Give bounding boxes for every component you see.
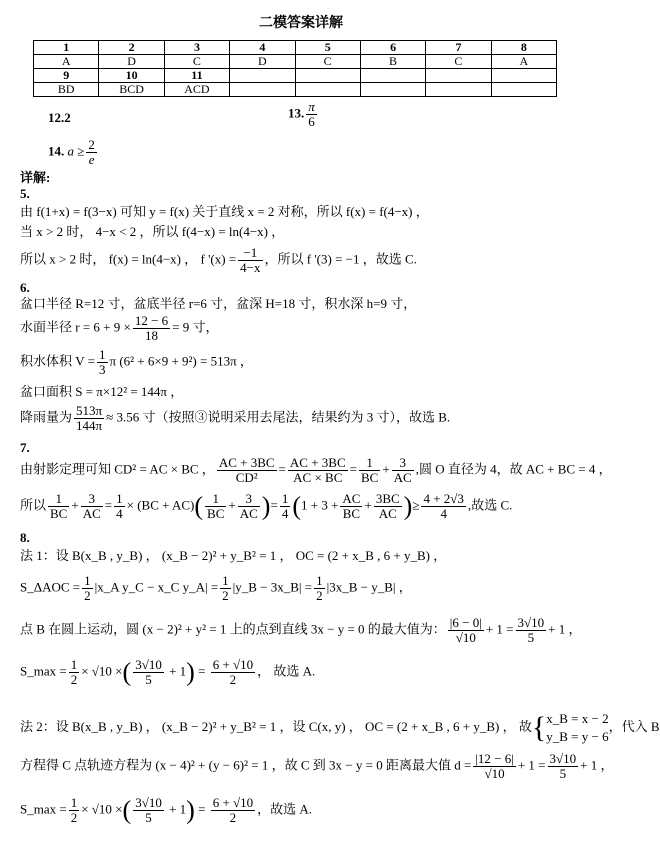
answer-14-label: 14. bbox=[48, 143, 65, 159]
text: π (6² + 6×9 + 9²) = 513π ， bbox=[109, 353, 253, 369]
denominator: 4−x bbox=[240, 260, 261, 275]
numerator: −1 bbox=[238, 246, 262, 261]
fraction bbox=[340, 492, 362, 521]
fraction bbox=[220, 574, 231, 603]
denominator: 4 bbox=[116, 506, 123, 521]
q6-line2 bbox=[20, 314, 219, 343]
denominator: 2 bbox=[229, 672, 237, 687]
numerator: AC + 3BC bbox=[289, 455, 346, 470]
text: + bbox=[382, 461, 390, 477]
denominator: AC bbox=[378, 506, 397, 521]
table-cell: BD bbox=[34, 83, 99, 97]
numerator: 3 bbox=[238, 492, 260, 507]
table-cell: 7 bbox=[426, 41, 491, 55]
fraction bbox=[314, 574, 325, 603]
text: |y_B − 3x_B| = bbox=[232, 579, 313, 595]
denominator: AC bbox=[239, 506, 258, 521]
table-row bbox=[34, 55, 557, 69]
q8-method1-line3 bbox=[20, 616, 582, 645]
table-cell bbox=[360, 83, 425, 97]
text: 点 B 在圆上运动，圆 (x − 2)² + y² = 1 上的点到直线 3x − y = 0 的最大值为： bbox=[20, 621, 446, 637]
denominator: 4 bbox=[440, 506, 447, 521]
numerator: 3√10 bbox=[135, 657, 162, 672]
answer-12: 12.2 bbox=[48, 110, 71, 125]
text: + 1 = bbox=[517, 757, 546, 773]
text: |3x_B − y_B| ， bbox=[326, 579, 412, 595]
table-cell bbox=[491, 83, 556, 97]
text: 降雨量为 bbox=[20, 409, 73, 425]
denominator: 4 bbox=[281, 506, 289, 521]
text: S_max = bbox=[20, 801, 67, 817]
numerator: 3√10 bbox=[135, 795, 162, 810]
denominator: 2 bbox=[222, 588, 229, 603]
text: ≥ bbox=[412, 497, 420, 513]
answer-table bbox=[33, 40, 557, 97]
denominator: CD² bbox=[235, 470, 258, 485]
table-cell: 6 bbox=[360, 41, 425, 55]
q6-line1: 盆口半径 R=12 寸，盆底半径 r=6 寸，盆深 H=18 寸，积水深 h=9 寸， bbox=[20, 296, 417, 311]
fraction bbox=[133, 658, 164, 687]
table-cell: 11 bbox=[164, 69, 229, 83]
text: × √10 × bbox=[81, 801, 123, 817]
denominator: 5 bbox=[145, 672, 152, 687]
denominator: 2 bbox=[84, 588, 91, 603]
details-heading: 详解: bbox=[20, 170, 51, 185]
q5-line3 bbox=[20, 246, 417, 275]
table-cell: D bbox=[99, 55, 164, 69]
text: + 1 = bbox=[485, 621, 514, 637]
text: ,圆 O 直径为 4，故 AC + BC = 4 ， bbox=[415, 461, 612, 477]
denominator: 5 bbox=[559, 766, 567, 781]
fraction bbox=[69, 796, 80, 825]
fraction bbox=[211, 796, 255, 825]
numerator: |12 − 6| bbox=[475, 751, 514, 766]
text: + bbox=[364, 497, 372, 513]
text: ，所以 f '(3) = −1 ，故选 C. bbox=[264, 251, 417, 267]
text: = bbox=[349, 461, 357, 477]
table-cell bbox=[295, 69, 360, 83]
text: |x_A y_C − x_C y_A| = bbox=[94, 579, 219, 595]
text: 水面半径 r = 6 + 9 × bbox=[20, 319, 131, 335]
text: ， 故选 A. bbox=[257, 663, 316, 679]
denominator: 3 bbox=[99, 362, 106, 377]
table-row bbox=[34, 41, 557, 55]
table-cell: B bbox=[360, 55, 425, 69]
text: ，故选 A. bbox=[257, 801, 313, 817]
fraction bbox=[205, 492, 226, 521]
fraction bbox=[69, 658, 80, 687]
denominator: 2 bbox=[229, 810, 237, 825]
q5-line1: 由 f(1+x) = f(3−x) 可知 y = f(x) 关于直线 x = 2 对称，所以 f(x) = f(4−x) ， bbox=[20, 204, 429, 219]
text: + 1 ， bbox=[548, 621, 582, 637]
denominator: 2 bbox=[70, 810, 78, 825]
numerator: 12 − 6 bbox=[134, 313, 169, 328]
numerator: 3 bbox=[392, 456, 414, 471]
numerator: 1 bbox=[359, 456, 380, 471]
text: 法 2：设 B(x_B , y_B) ， (x_B − 2)² + y_B² = 1 ，设 C(x, y) ， OC = (2 + x_B , 6 + y_B) ， 故 bbox=[20, 718, 532, 734]
table-cell: C bbox=[426, 55, 491, 69]
text: = bbox=[270, 497, 278, 513]
numerator: 1 bbox=[99, 347, 106, 362]
denominator: AC bbox=[82, 506, 101, 521]
fraction bbox=[238, 492, 260, 521]
numerator: 3BC bbox=[375, 491, 400, 506]
denominator: 2 bbox=[70, 672, 78, 687]
table-cell: ACD bbox=[164, 83, 229, 97]
q8-method2-line3: S_max = $\frac{1}{2}$ × √10 ×( $\frac{3√10}{5}$ + 1) = $\frac{6 + √10}{2}$ ，故选 A. bbox=[20, 795, 313, 825]
numerator: |6 − 0| bbox=[449, 615, 482, 630]
fraction bbox=[82, 574, 93, 603]
text: S_max = bbox=[20, 663, 67, 679]
table-cell: 4 bbox=[230, 41, 295, 55]
q7-line1 bbox=[20, 456, 612, 485]
numerator: 3√10 bbox=[549, 751, 577, 766]
q8-method1-line2 bbox=[20, 574, 412, 603]
q8-method2-line1: 法 2：设 B(x_B , y_B) ， (x_B − 2)² + y_B² = 1 ，设 C(x, y) ， OC = (2 + x_B , 6 + y_B) ， 故{ x_B = x − 2 y_B = y − 6 ，代入 B bbox=[20, 711, 660, 744]
denominator: BC bbox=[360, 470, 379, 485]
q7-label: 7. bbox=[20, 440, 30, 455]
q6-line5 bbox=[20, 404, 450, 433]
table-cell bbox=[295, 83, 360, 97]
numerator: 1 bbox=[70, 657, 78, 672]
equation: y_B = y − 6 bbox=[546, 729, 609, 744]
numerator: 1 bbox=[222, 573, 229, 588]
denominator: √10 bbox=[455, 630, 476, 645]
q8-label: 8. bbox=[20, 530, 30, 545]
answer-14 bbox=[48, 138, 99, 167]
denominator: e bbox=[88, 152, 95, 167]
denominator: AC bbox=[393, 470, 412, 485]
denominator: 2 bbox=[316, 588, 323, 603]
numerator: 1 bbox=[84, 573, 91, 588]
fraction bbox=[359, 456, 380, 485]
fraction bbox=[392, 456, 414, 485]
table-cell: 10 bbox=[99, 69, 164, 83]
page-title: 二模答案详解 bbox=[259, 16, 343, 31]
text: ,故选 C. bbox=[467, 497, 513, 513]
numerator: 6 + √10 bbox=[212, 657, 254, 672]
fraction bbox=[516, 616, 547, 645]
text: S_ΔAOC = bbox=[20, 579, 81, 595]
fraction bbox=[81, 492, 103, 521]
answer-14-lhs: a ≥ bbox=[67, 143, 85, 159]
q7-line2: 所以 $\frac{1}{BC}$ + $\frac{3}{AC}$ = $\frac{1}{4}$ × (BC + AC)( $\frac{1}{BC}$ + $\frac{3}{AC}$ )= $\frac{1}{4}$ (1 + 3 + $\frac{AC}{BC}$ + $\frac{3BC}{AC}$ )≥ $\frac{4 + 2√3}{4}$ ,故选 C. bbox=[20, 491, 513, 521]
numerator: 6 + √10 bbox=[212, 795, 254, 810]
fraction bbox=[306, 100, 317, 129]
text: + 1 ， bbox=[580, 757, 614, 773]
text: 积水体积 V = bbox=[20, 353, 95, 369]
numerator: 3 bbox=[81, 492, 103, 507]
fraction bbox=[280, 492, 291, 521]
q8-method1-line1: 法 1：设 B(x_B , y_B) ， (x_B − 2)² + y_B² = 1 ， OC = (2 + x_B , 6 + y_B) ， bbox=[20, 548, 447, 563]
numerator: 3√10 bbox=[517, 615, 545, 630]
denominator: 6 bbox=[308, 114, 315, 129]
denominator: 144π bbox=[76, 418, 103, 433]
table-row bbox=[34, 69, 557, 83]
denominator: 5 bbox=[527, 630, 535, 645]
table-cell: D bbox=[230, 55, 295, 69]
table-cell bbox=[491, 69, 556, 83]
table-cell bbox=[360, 69, 425, 83]
fraction bbox=[86, 138, 97, 167]
text: ，代入 B bbox=[608, 718, 660, 734]
numerator: 1 bbox=[281, 491, 289, 506]
fraction bbox=[133, 796, 164, 825]
table-cell: 1 bbox=[34, 41, 99, 55]
denominator: AC × BC bbox=[293, 470, 343, 485]
numerator: 513π bbox=[76, 403, 103, 418]
answer-13 bbox=[288, 100, 319, 129]
numerator: 1 bbox=[316, 573, 323, 588]
table-cell bbox=[230, 83, 295, 97]
numerator: 2 bbox=[88, 137, 95, 152]
table-cell: 2 bbox=[99, 41, 164, 55]
table-cell: A bbox=[491, 55, 556, 69]
q6-label: 6. bbox=[20, 280, 30, 295]
table-cell: 9 bbox=[34, 69, 99, 83]
fraction bbox=[448, 616, 484, 645]
numerator: 1 bbox=[205, 492, 226, 507]
denominator: √10 bbox=[484, 766, 505, 781]
denominator: BC bbox=[342, 506, 361, 521]
fraction bbox=[74, 404, 104, 433]
text: 1 + 3 + bbox=[300, 497, 339, 513]
text: 方程得 C 点轨迹方程为 (x − 4)² + (y − 6)² = 1 ，故 C 到 3x − y = 0 距离最大值 d = bbox=[20, 757, 472, 773]
q5-label: 5. bbox=[20, 186, 30, 201]
answer-13-label: 13. bbox=[288, 105, 305, 121]
denominator: 18 bbox=[145, 328, 158, 343]
numerator: 1 bbox=[116, 491, 123, 506]
text: = bbox=[278, 461, 286, 477]
text: = 9 寸， bbox=[172, 319, 219, 335]
fraction bbox=[238, 246, 262, 275]
fraction bbox=[133, 314, 170, 343]
numerator: π bbox=[308, 99, 315, 114]
table-cell: 5 bbox=[295, 41, 360, 55]
numerator: 1 bbox=[70, 795, 78, 810]
table-cell: 3 bbox=[164, 41, 229, 55]
q6-line4: 盆口面积 S = π×12² = 144π ， bbox=[20, 384, 184, 399]
fraction bbox=[114, 492, 125, 521]
q8-method1-line4: S_max = $\frac{1}{2}$ × √10 ×( $\frac{3√10}{5}$ + 1) = $\frac{6 + √10}{2}$ ， 故选 A. bbox=[20, 657, 316, 687]
numerator: 1 bbox=[48, 492, 69, 507]
q8-method2-line2 bbox=[20, 752, 613, 781]
fraction bbox=[473, 752, 516, 781]
table-cell: C bbox=[164, 55, 229, 69]
table-row bbox=[34, 83, 557, 97]
equation: x_B = x − 2 bbox=[546, 711, 609, 726]
text: 由射影定理可知 CD² = AC × BC ， bbox=[20, 461, 215, 477]
fraction bbox=[374, 492, 402, 521]
fraction bbox=[211, 658, 255, 687]
text: 所以 bbox=[20, 497, 47, 513]
denominator: BC bbox=[207, 506, 225, 521]
numerator: AC bbox=[342, 491, 361, 506]
table-cell bbox=[426, 83, 491, 97]
text: + bbox=[71, 497, 79, 513]
fraction bbox=[548, 752, 579, 781]
text: = bbox=[104, 497, 113, 513]
table-cell: A bbox=[34, 55, 99, 69]
table-cell: BCD bbox=[99, 83, 164, 97]
text: ≈ 3.56 寸（按照③说明采用去尾法，结果约为 3 寸），故选 B. bbox=[106, 409, 451, 425]
numerator: 4 + 2√3 bbox=[423, 491, 464, 506]
fraction bbox=[48, 492, 69, 521]
fraction bbox=[288, 456, 348, 485]
table-cell bbox=[230, 69, 295, 83]
table-cell: C bbox=[295, 55, 360, 69]
text: × (BC + AC) bbox=[126, 497, 195, 513]
equation-system bbox=[546, 710, 608, 746]
q6-line3 bbox=[20, 348, 253, 377]
denominator: 5 bbox=[145, 810, 152, 825]
text: + bbox=[228, 497, 236, 513]
table-cell bbox=[426, 69, 491, 83]
table-cell: 8 bbox=[491, 41, 556, 55]
fraction bbox=[217, 456, 277, 485]
q5-line2: 当 x > 2 时， 4−x < 2 ，所以 f(4−x) = ln(4−x) ， bbox=[20, 224, 285, 239]
text: 所以 x > 2 时， f(x) = ln(4−x) ， f '(x) = bbox=[20, 251, 237, 267]
fraction bbox=[421, 492, 465, 521]
numerator: AC + 3BC bbox=[218, 455, 275, 470]
text: × √10 × bbox=[81, 663, 123, 679]
fraction bbox=[97, 348, 108, 377]
denominator: BC bbox=[50, 506, 68, 521]
